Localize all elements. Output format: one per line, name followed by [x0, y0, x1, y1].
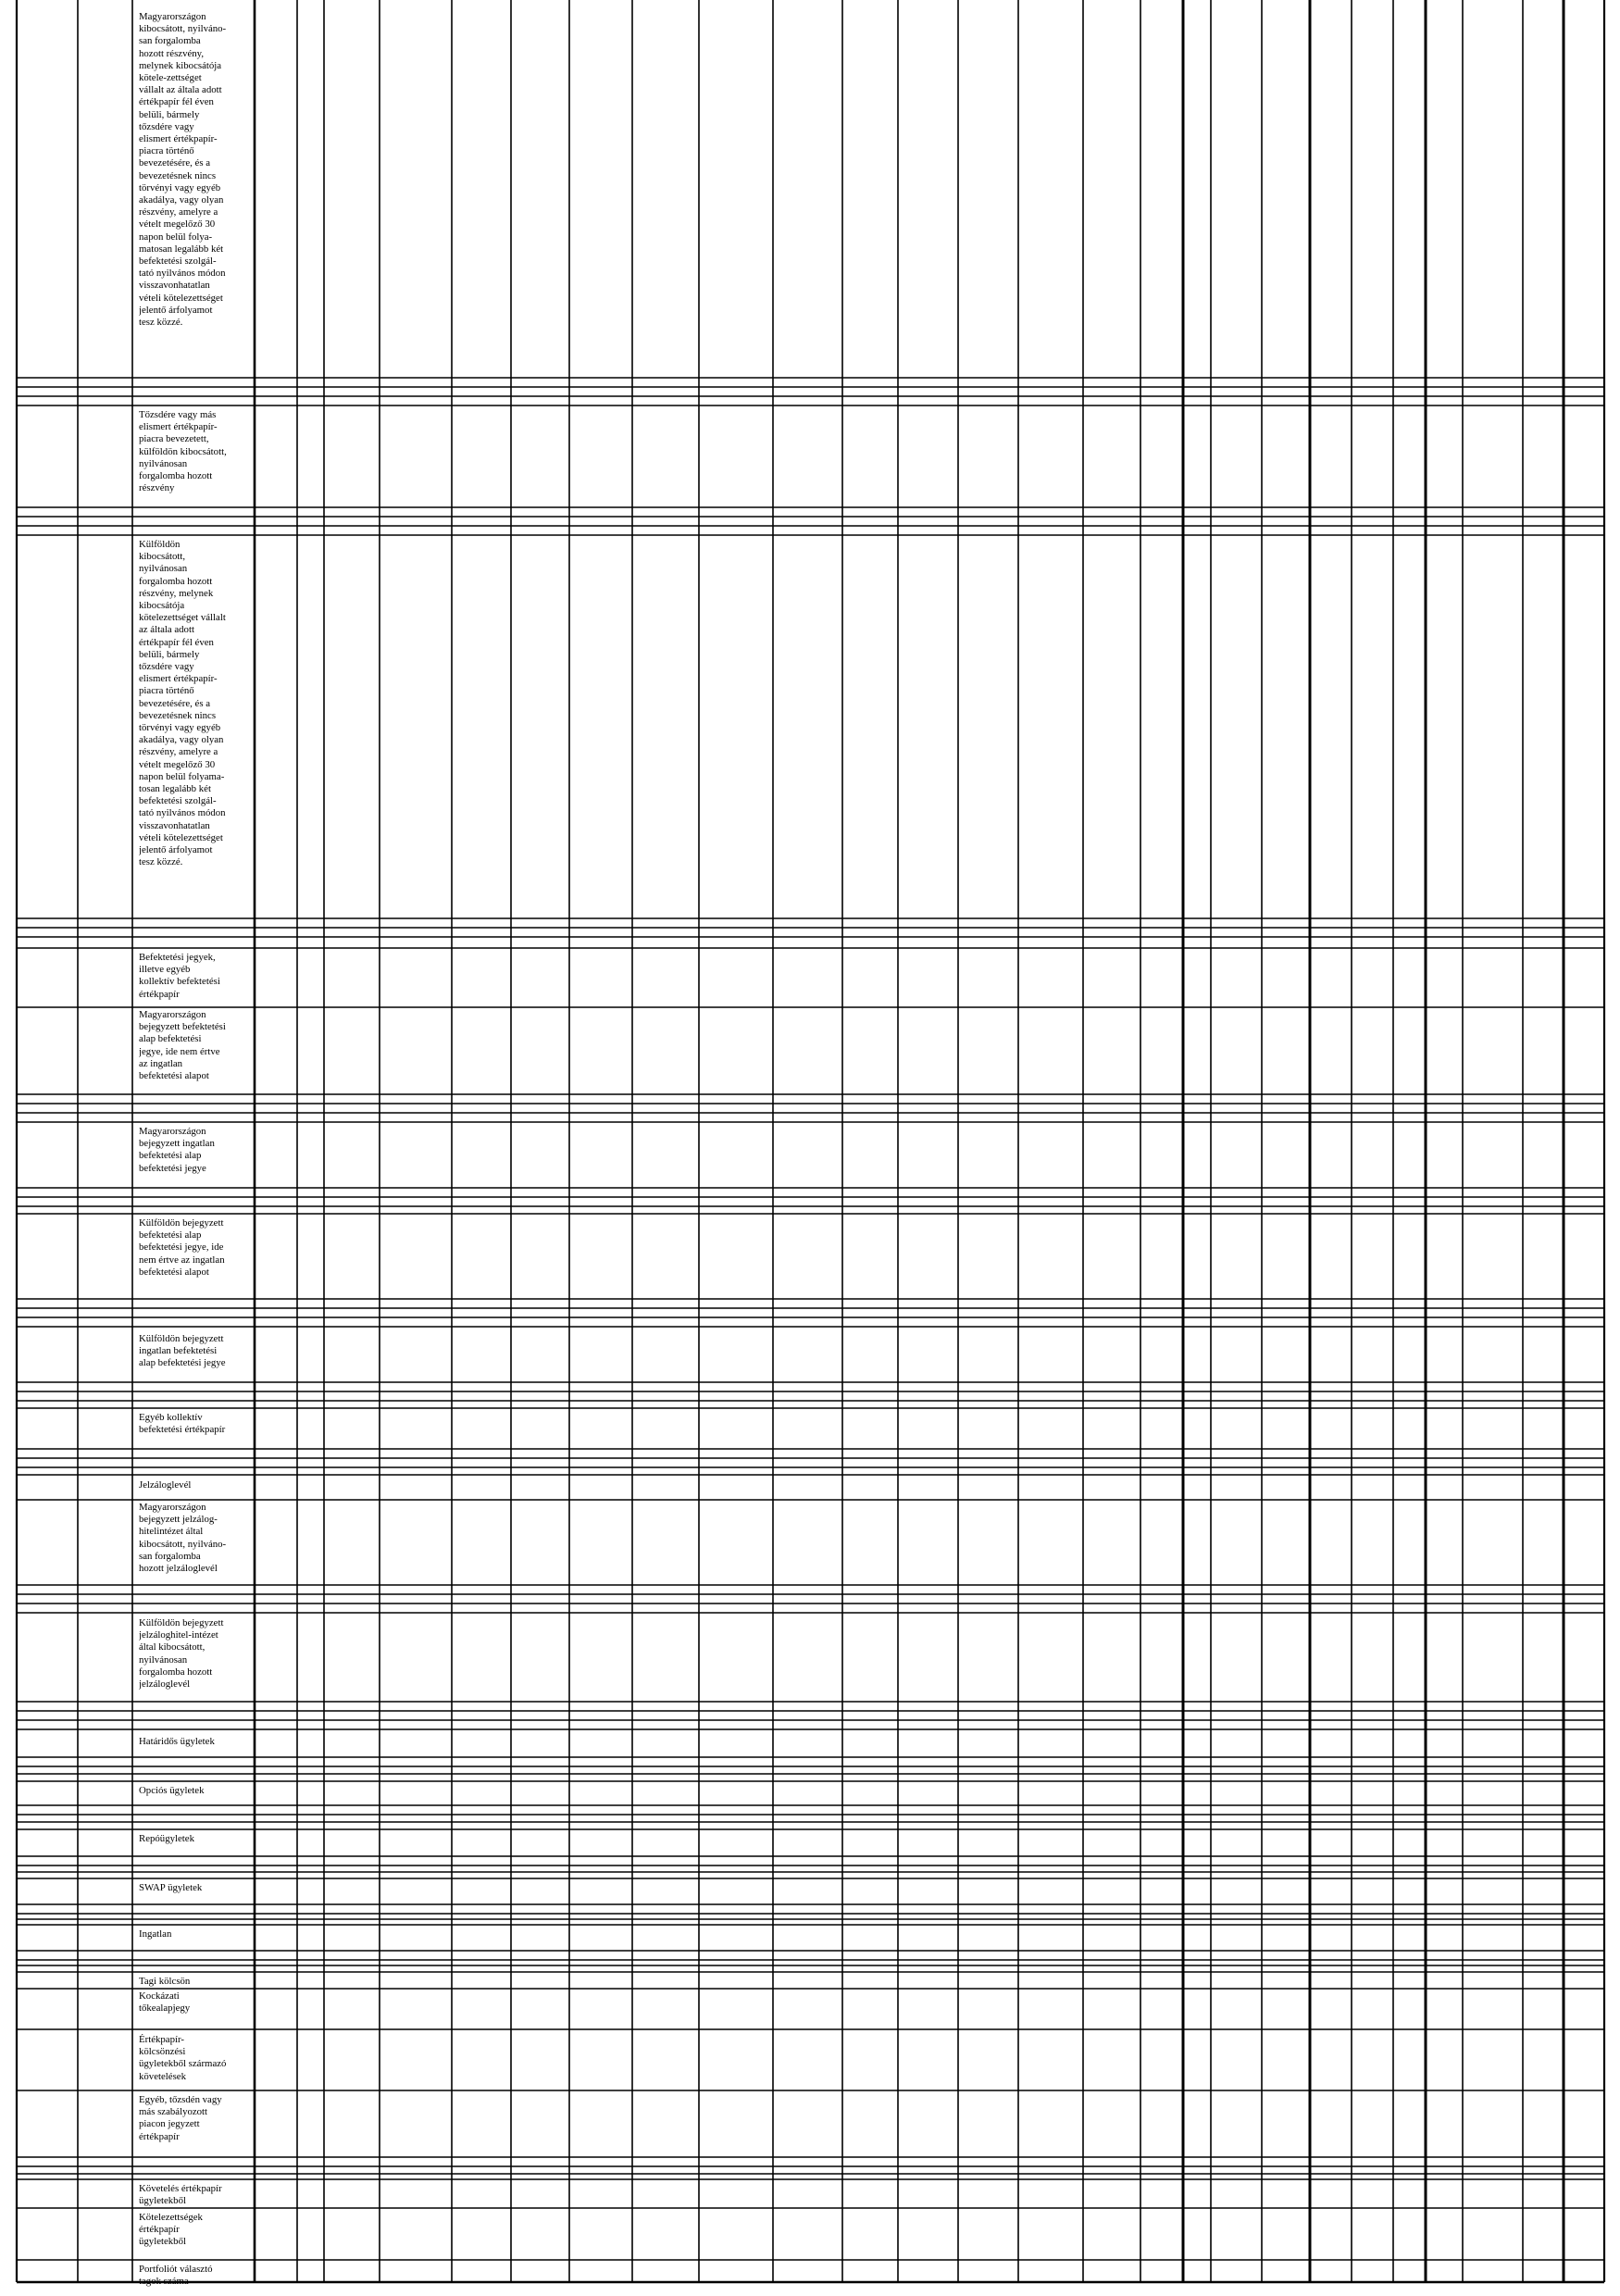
row-label-venture-capital-units: Kockázati tőkealapjegy	[139, 1990, 191, 2015]
row-label-domestic-mortgage-bond: Magyarországon bejegyzett jelzálog- hitelintézet által kibocsátott, nyilváno- san forgalomba hozott jelzáloglevél	[139, 1502, 227, 1575]
row-label-receivables-securities-transactions: Követelés értékpapír ügyletekből	[139, 2183, 222, 2207]
row-label-other-collective-securities: Egyéb kollektív befektetési értékpapír	[139, 1412, 226, 1436]
row-label-portfolio-member-count: Portfoliót választó tagok száma	[139, 2264, 213, 2288]
row-label-liabilities-securities-transactions: Kötelezettségek értékpapír ügyletekből	[139, 2212, 203, 2248]
row-label-foreign-fund-units: Külföldön bejegyzett befektetési alap befektetési jegye, ide nem értve az ingatlan befektetési alapot	[139, 1217, 225, 1278]
row-label-mortgage-bond: Jelzáloglevél	[139, 1479, 192, 1491]
row-label-futures: Határidős ügyletek	[139, 1736, 215, 1747]
row-label-securities-lending-receivables: Értékpapír- kölcsönzési ügyletekből származó követelések	[139, 2034, 227, 2082]
row-label-real-estate: Ingatlan	[139, 1928, 172, 1940]
row-label-swap: SWAP ügyletek	[139, 1882, 203, 1893]
row-label-foreign-share-commitment: Külföldön kibocsátott, nyilvánosan forgalomba hozott részvény, melynek kibocsátója kötelezettséget vállalt az általa adott értékpapír fél éven belüli, bármely tőzsdére vagy elismert értékpapír- piacra történő bevezetésére, és a bevezetésnek nincs törvényi vagy egyéb akadálya, vagy olyan részvény, amelyre a vételt megelőző 30 napon belül folyama- tosan legalább két befektetési szolgál- tató nyilvános módon visszavonhatatlan vételi kötelezettséget jelentő árfolyamot tesz közzé.	[139, 539, 226, 868]
row-label-repo: Repóügyletek	[139, 1833, 194, 1844]
row-label-options: Opciós ügyletek	[139, 1785, 205, 1796]
row-label-domestic-fund-units: Magyarországon bejegyzett befektetési alap befektetési jegye, ide nem értve az ingatlan befektetési alapot	[139, 1009, 226, 1082]
row-label-domestic-real-estate-fund-units: Magyarországon bejegyzett ingatlan befektetési alap befektetési jegye	[139, 1126, 215, 1174]
row-label-listed-foreign-share: Tőzsdére vagy más elismert értékpapír- piacra bevezetett, külföldön kibocsátott, nyilvánosan forgalomba hozott részvény	[139, 409, 227, 494]
row-label-domestic-share-commitment: Magyarországon kibocsátott, nyilváno- san forgalomba hozott részvény, melynek kibocsátója kötele-zettséget vállalt az általa adott értékpapír fél éven belüli, bármely tőzsdére vagy elismert értékpapír- piacra történő bevezetésére, és a bevezetésnek nincs törvényi vagy egyéb akadálya, vagy olyan részvény, amelyre a vételt megelőző 30 napon belül folya- matosan legalább két befektetési szolgál- tató nyilvános módon visszavonhatatlan vételi kötelezettséget jelentő árfolyamot tesz közzé.	[139, 11, 227, 329]
row-label-member-loan: Tagi kölcsön	[139, 1976, 191, 1987]
row-label-investment-units: Befektetési jegyek, illetve egyéb kollektív befektetési értékpapír	[139, 952, 220, 1000]
row-label-foreign-mortgage-bond: Külföldön bejegyzett jelzáloghitel-intézet által kibocsátott, nyilvánosan forgalomba hozott jelzáloglevél	[139, 1617, 224, 1691]
row-label-other-listed-securities: Egyéb, tőzsdén vagy más szabályozott piacon jegyzett értékpapír	[139, 2094, 222, 2142]
row-label-foreign-real-estate-fund-units: Külföldön bejegyzett ingatlan befektetési alap befektetési jegye	[139, 1333, 226, 1369]
